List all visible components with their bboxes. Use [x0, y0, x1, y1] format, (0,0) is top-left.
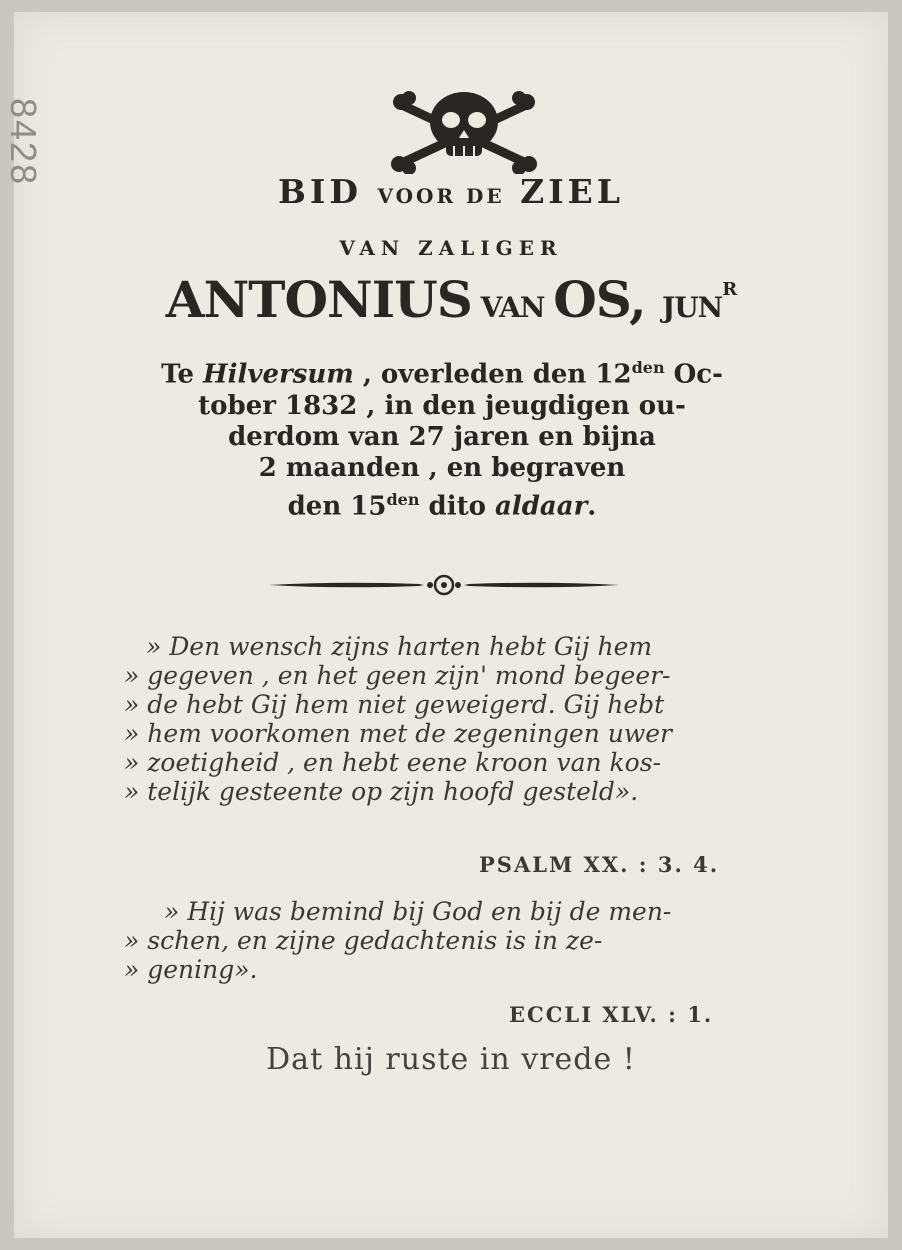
deceased-name [14, 270, 888, 329]
para-text: dito [419, 491, 495, 522]
para-sup: den [386, 489, 420, 509]
para-text: . [587, 491, 597, 522]
header-line-2: VAN ZALIGER [339, 236, 563, 260]
header-voor-de: VOOR DE [377, 184, 505, 208]
name-van: VAN [480, 291, 545, 324]
header-bid: BID [277, 172, 362, 211]
archive-number: 8428 [3, 98, 44, 187]
place-name: Hilversum [203, 359, 354, 390]
quote-line: » hem voorkomen met de zegeningen uwer [124, 719, 673, 748]
quote-line: » Hij was bemind bij God en bij de men- [164, 897, 672, 926]
para-italic: aldaar [495, 491, 588, 522]
quote-line: » gegeven , en het geen zijn' mond begeer- [124, 661, 671, 690]
para-sup: den [631, 358, 665, 377]
skull-crossbones-icon [379, 84, 549, 174]
eccli-reference: ECCLI XLV. : 1. [509, 1002, 714, 1027]
name-jun-sup: R [722, 279, 737, 300]
quote-line: » gening». [124, 955, 258, 984]
scripture-quote-1 [124, 632, 784, 806]
death-notice-paragraph [122, 352, 762, 522]
name-comma: , [629, 270, 646, 329]
para-text: den 15 [287, 491, 387, 522]
header-ziel: ZIEL [520, 172, 625, 211]
header-line-1 [14, 172, 888, 211]
ornamental-divider [269, 572, 619, 598]
para-text: , overleden den 12 [353, 359, 632, 390]
para-line: tober 1832 , in den jeugdigen ou- [198, 390, 686, 421]
para-text: Oc- [664, 359, 723, 390]
name-os: OS [553, 270, 630, 329]
name-jun: JUN [661, 291, 723, 324]
quote-line: » zoetigheid , en hebt eene kroon van kos- [124, 748, 662, 777]
scripture-quote-2 [124, 897, 784, 984]
psalm-reference: PSALM XX. : 3. 4. [479, 852, 720, 877]
closing-line: Dat hij ruste in vrede ! [266, 1042, 636, 1077]
name-antonius: ANTONIUS [165, 270, 472, 329]
para-line: derdom van 27 jaren en bijna [228, 421, 656, 452]
para-text: Te [161, 359, 204, 390]
quote-line: » de hebt Gij hem niet geweigerd. Gij hebt [124, 690, 665, 719]
quote-line: » Den wensch zijns harten hebt Gij hem [146, 632, 653, 661]
quote-line: » telijk gesteente op zijn hoofd gesteld». [124, 777, 639, 806]
para-line: 2 maanden , en begraven [258, 452, 626, 483]
quote-line: » schen, en zijne gedachtenis is in ze- [124, 926, 603, 955]
memorial-card [3, 12, 888, 1238]
